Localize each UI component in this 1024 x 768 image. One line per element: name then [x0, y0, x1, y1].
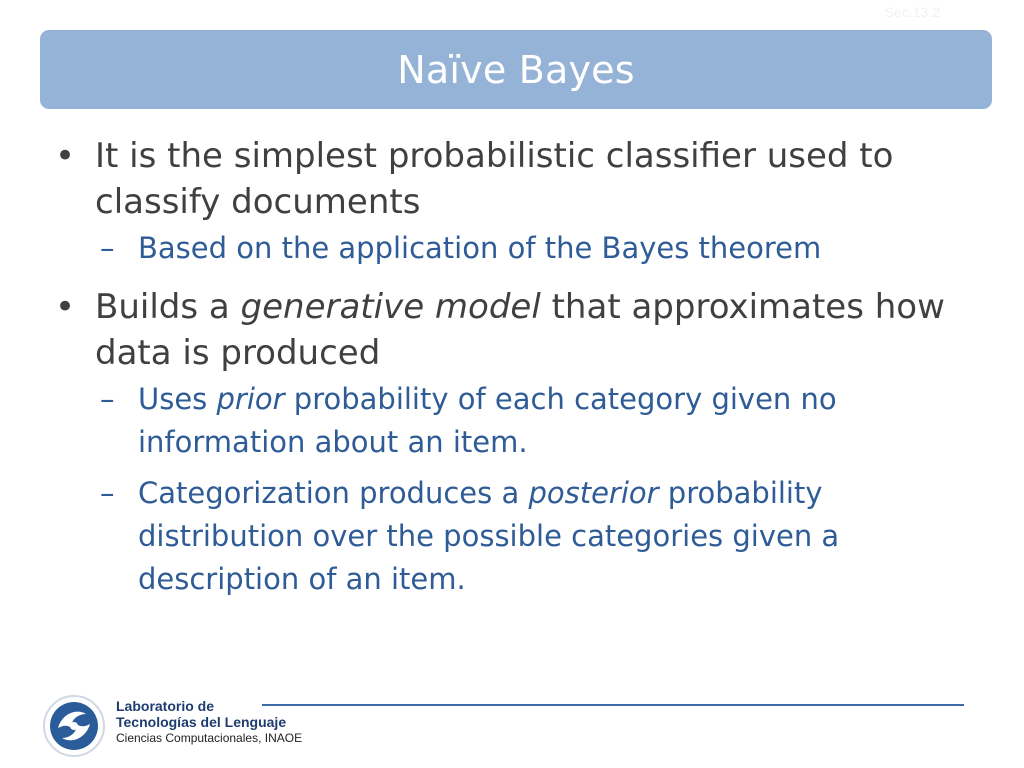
section-reference: Sec.13.2: [884, 4, 940, 20]
footer-divider: [262, 704, 964, 706]
slide-content: [55, 133, 975, 609]
bullet-icon: •: [55, 287, 76, 327]
lab-logo-icon: [42, 694, 106, 758]
emphasis-generative-model: generative model: [240, 287, 541, 327]
bullet-icon: •: [55, 136, 76, 176]
sub-bullet-item: [100, 378, 975, 464]
sub-bullet-text-part: probability of each category given no information about an item.: [138, 382, 837, 459]
dash-icon: –: [100, 476, 115, 510]
sub-bullet-text: [138, 476, 839, 596]
bullet-text: It is the simplest probabilistic classifier used to classify documents: [95, 136, 894, 222]
emphasis-posterior: posterior: [528, 476, 659, 510]
sub-bullet-text: Based on the application of the Bayes theorem: [138, 231, 822, 265]
bullet-text-part: Builds a: [95, 287, 241, 327]
sub-bullet-item: [100, 227, 975, 270]
slide-title: Naïve Bayes: [397, 47, 635, 92]
sub-bullet-text: [138, 382, 837, 459]
footer: [38, 690, 968, 762]
bullet-text-part: that approximates how data is produced: [95, 287, 945, 373]
emphasis-prior: prior: [216, 382, 285, 416]
lab-name-line2: Tecnologías del Lenguaje: [116, 714, 287, 730]
institution-line: Ciencias Computacionales, INAOE: [116, 731, 303, 745]
bullet-item: [55, 133, 975, 225]
lab-name-line1: Laboratorio de: [116, 698, 215, 714]
sub-bullet-text-part: Uses: [138, 382, 217, 416]
bullet-item: [55, 284, 975, 376]
sub-bullet-text-part: probability distribution over the possible categories given a description of an item.: [138, 476, 840, 596]
dash-icon: –: [100, 231, 115, 265]
bullet-text: [95, 287, 945, 373]
lab-name: [116, 698, 302, 746]
sub-bullet-item: [100, 472, 975, 601]
title-bar: [40, 30, 992, 109]
sub-bullet-text-part: Categorization produces a: [138, 476, 529, 510]
dash-icon: –: [100, 382, 115, 416]
